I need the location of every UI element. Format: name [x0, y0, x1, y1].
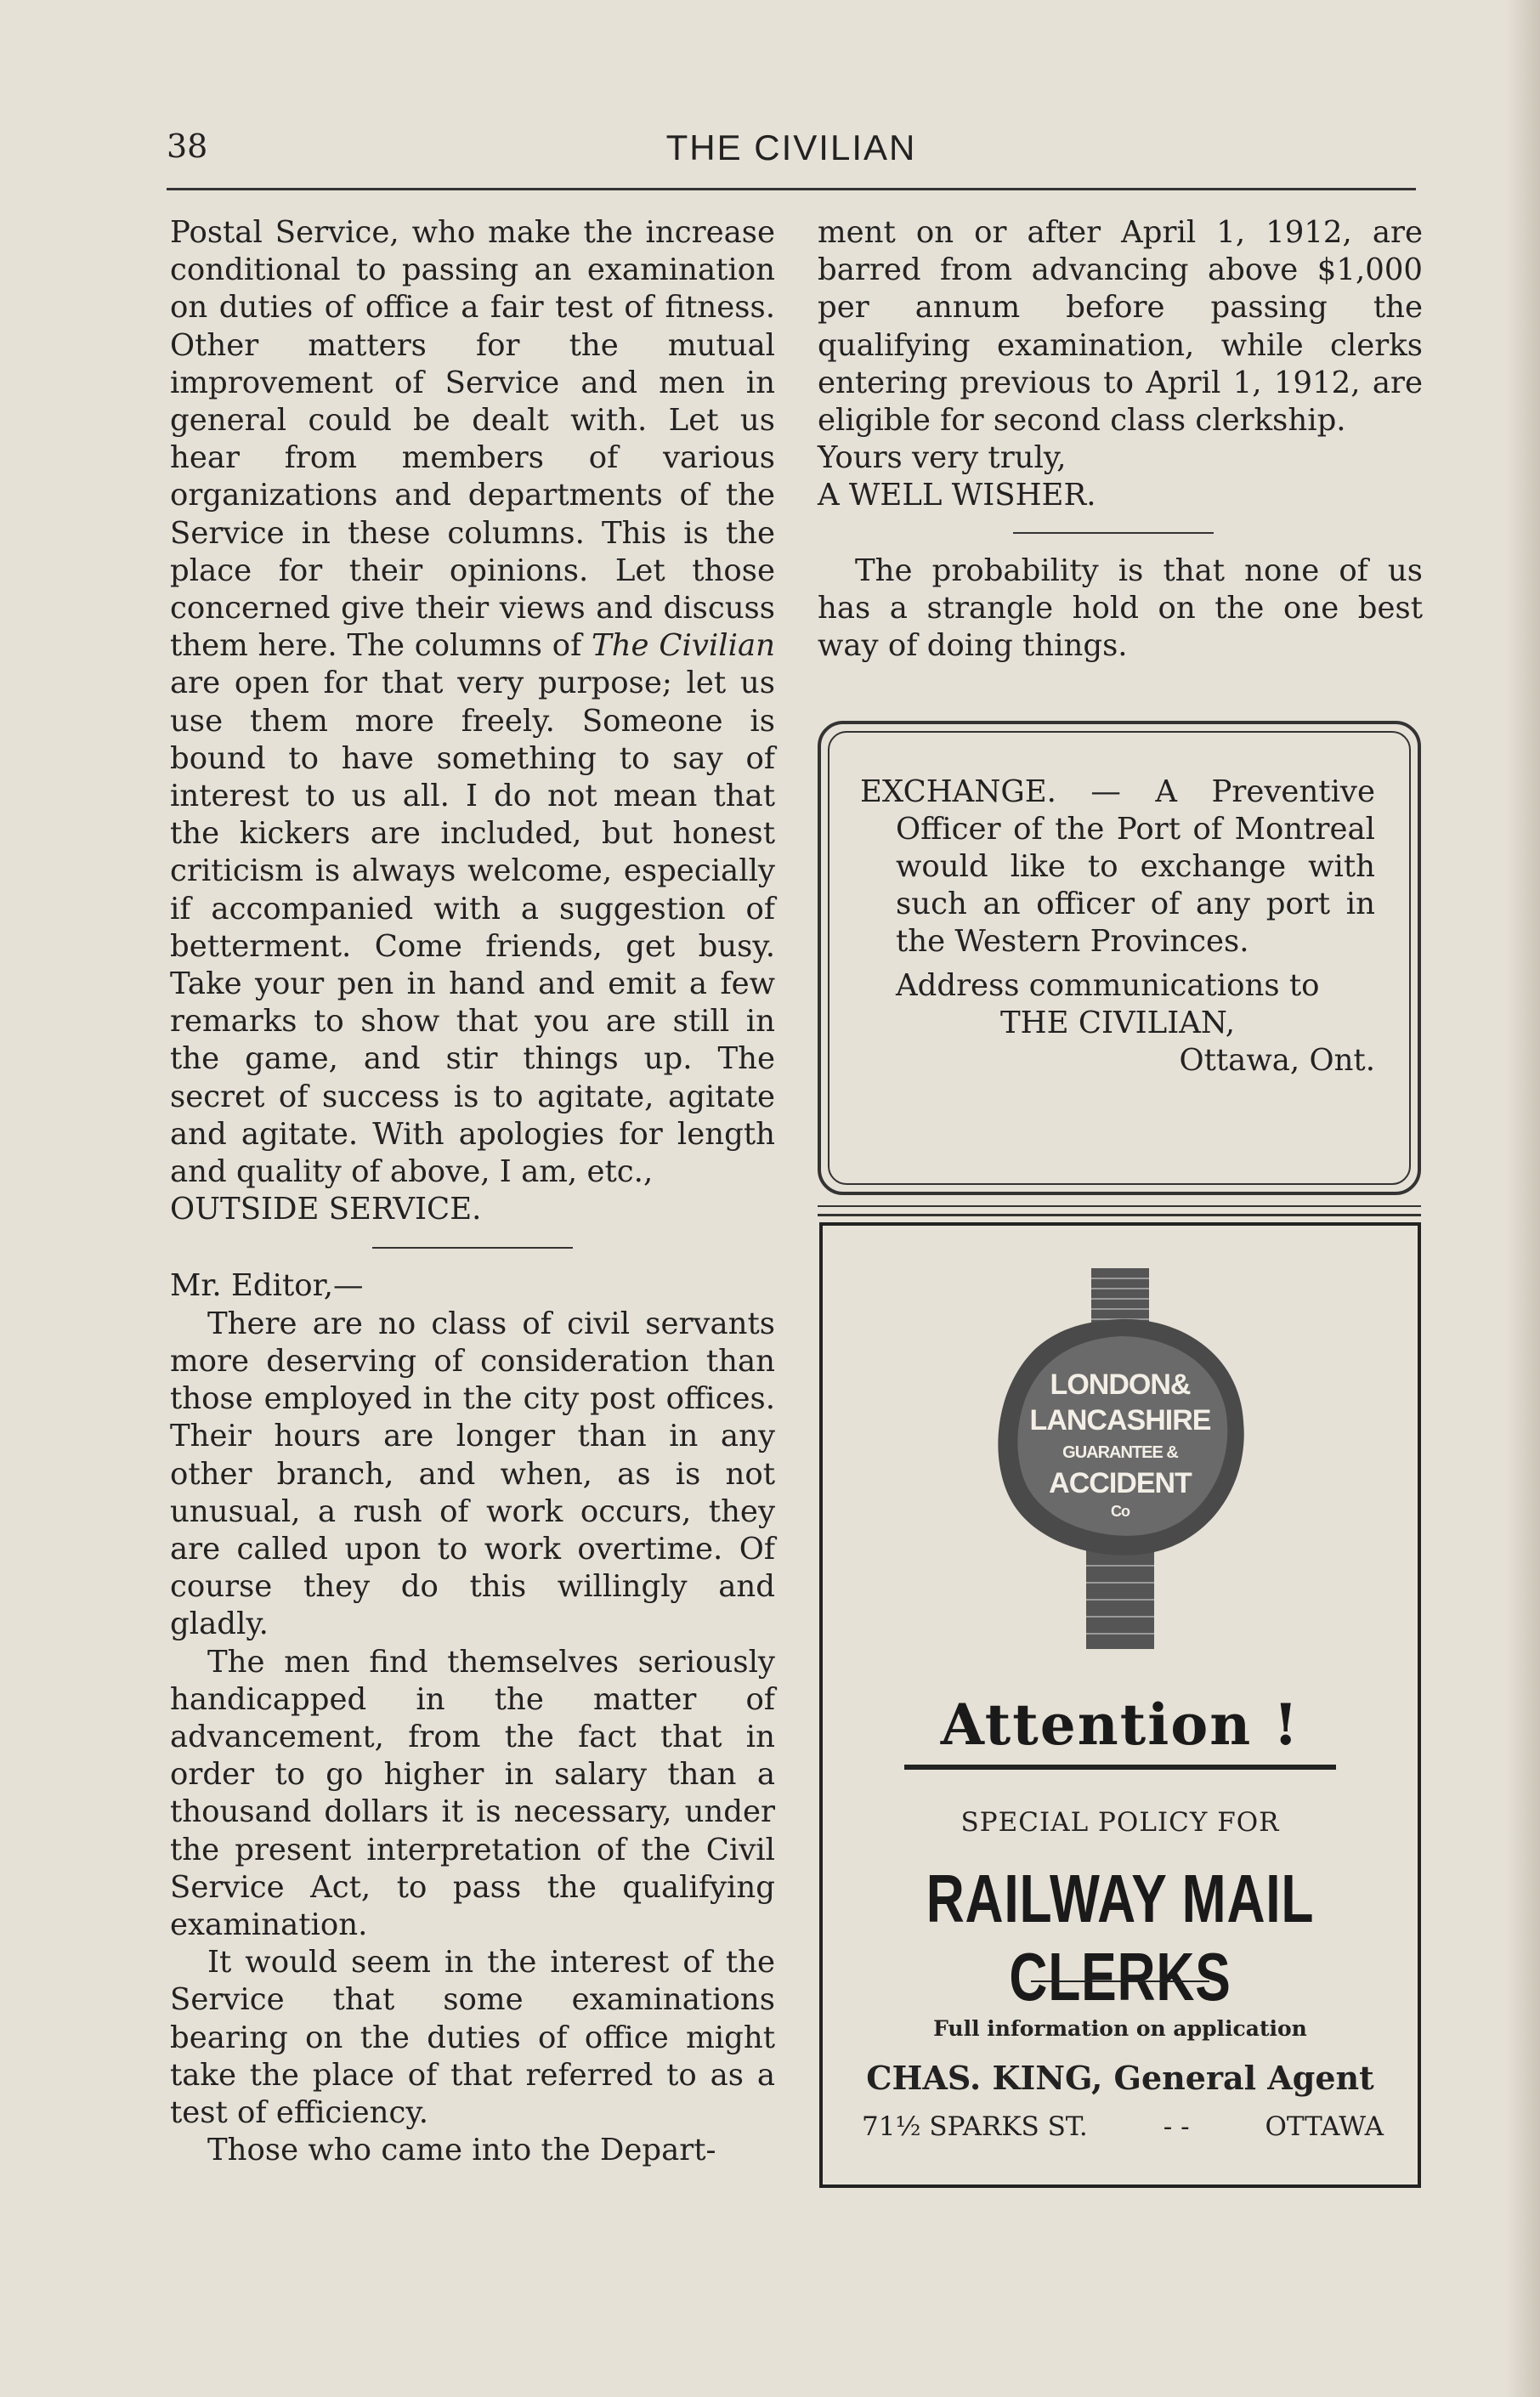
ad-info: Full information on application: [933, 2016, 1307, 2041]
paragraph: ment on or after April 1, 1912, are barred from advancing above $1,000 per annum before passing the qualifying examination, while clerks entering previous to April 1, 1912, are eligible for second class clerkship.: [818, 215, 1423, 439]
double-rule-divider: [818, 1205, 1421, 1216]
page-number: 38: [167, 128, 208, 165]
exchange-notice: [818, 721, 1421, 1195]
paragraph: The men find themselves seriously handicapped in the matter of advancement, from the fact that in order to go higher in salary than a thousand dollars it is necessary, under the present interpretation of the Civil Service Act, to pass the qualifying examination.: [170, 1644, 775, 1942]
text: Postal Service, who make the increase conditional to passing an examination on duties of office a fair test of fitness. Other matters for the mutual improvement of Service and men in general could be dealt with. Let us hear from members of various organizations and departments of the Service in these columns. This is the place for their opinions. Let those concerned give their views and discuss them here. The columns of: [170, 215, 775, 664]
ad-city: OTTAWA: [1265, 2111, 1384, 2142]
insurance-advertisement: [819, 1222, 1421, 2188]
right-column: [818, 214, 1423, 665]
exchange-city: Ottawa, Ont.: [1179, 1043, 1375, 1078]
page-header: [167, 128, 1416, 170]
paragraph: It would seem in the interest of the Service that some examinations bearing on the duties of office might take the place of that referred to as a test of efficiency.: [170, 1945, 775, 2130]
ad-street: 71½ SPARKS ST.: [862, 2111, 1088, 2142]
seal-line: ACCIDENT: [1049, 1467, 1192, 1499]
letter-closing: Yours very truly,: [818, 440, 1067, 476]
signature-well-wisher: A WELL WISHER.: [818, 478, 1096, 513]
exchange-body: EXCHANGE. — A Preventive Officer of the Port of Montreal would like to exchange with such an officer of any port in the Western Provinces.: [860, 774, 1375, 959]
seal-line: Co: [1111, 1503, 1130, 1520]
section-divider: [372, 1247, 573, 1249]
section-divider: [1013, 532, 1214, 534]
ad-headline: Attention !: [940, 1692, 1300, 1758]
paragraph: Those who came into the Depart-: [207, 2133, 716, 2168]
seal-line: GUARANTEE &: [1062, 1443, 1178, 1462]
headline-underline: [904, 1765, 1336, 1770]
paragraph: [170, 214, 775, 1191]
salutation: Mr. Editor,—: [170, 1268, 364, 1304]
paragraph: The probability is that none of us has a strangle hold on the one best way of doing things.: [818, 552, 1423, 664]
publication-title: THE CIVILIAN: [665, 128, 917, 167]
ad-agent: CHAS. KING, General Agent: [866, 2059, 1374, 2097]
ad-special-policy: SPECIAL POLICY FOR: [960, 1807, 1280, 1838]
ad-address: [862, 2111, 1384, 2142]
paragraph: There are no class of civil servants more deserving of consideration than those employed in the city post offices. Their hours are longer than in any other branch, and when, as is not unusual, a rush of work occurs, they are called upon to work overtime. Of course they do this willingly and gladly.: [170, 1306, 775, 1642]
exchange-publication: THE CIVILIAN,: [1000, 1006, 1235, 1040]
header-rule: [167, 188, 1416, 190]
seal-line: LANCASHIRE: [1029, 1404, 1211, 1436]
ad-divider: [1031, 1980, 1209, 1982]
ad-separator: - -: [1163, 2111, 1190, 2142]
page-edge-shadow: [1506, 0, 1540, 2397]
exchange-text: [860, 774, 1375, 1080]
company-seal: [823, 1268, 1418, 1659]
signature-outside-service: OUTSIDE SERVICE.: [170, 1192, 482, 1227]
wax-seal-icon: [984, 1268, 1256, 1659]
ad-subject: RAILWAY MAIL CLERKS: [926, 1861, 1315, 2014]
left-column: [170, 214, 775, 2169]
publication-name-italic: The Civilian: [592, 628, 775, 664]
text: are open for that very purpose; let us use them more freely. Someone is bound to have something to say of interest to us all. I do not mean that the kickers are included, but honest criticism is always welcome, especially if accompanied with a suggestion of betterment. Come friends, get busy. Take your pen in hand and emit a few remarks to show that you are still in the game, and stir things up. The secret of success is to agitate, agitate and agitate. With apologies for length and quality of above, I am, etc.,: [170, 666, 775, 1190]
exchange-address-line: Address communications to: [896, 968, 1320, 1003]
seal-line: LONDON&: [1050, 1368, 1191, 1401]
